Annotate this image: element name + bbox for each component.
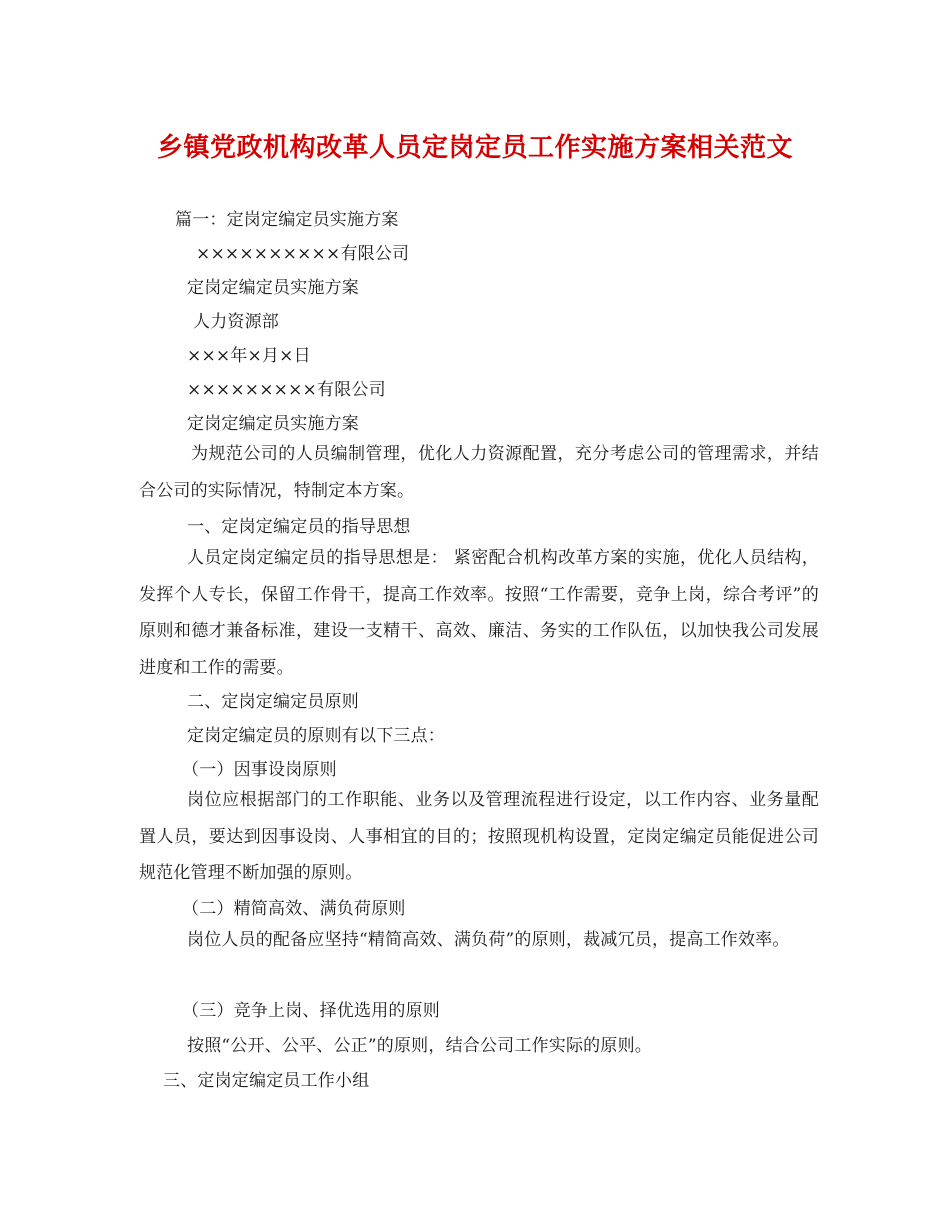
company-name-line-2: ×××××××××有限公司 bbox=[187, 380, 386, 400]
heading-working-group: 三、定岗定编定员工作小组 bbox=[163, 1071, 370, 1091]
document-title: 乡镇党政机构改革人员定岗定员工作实施方案相关范文 bbox=[156, 133, 793, 163]
guiding-thought-paragraph: 人员定岗定编定员的指导思想是： 紧密配合机构改革方案的实施，优化人员结构，发挥个人专长，保留工作骨干，提高工作效率。按照“工作需要，竞争上岗，综合考评”的原则和德才兼备标准，建设一支精干、高效、廉洁、务实的工作队伍，以加快我公司发展进度和工作的需要。 bbox=[139, 548, 819, 678]
date-line: ×××年×月×日 bbox=[187, 346, 311, 366]
heading-guiding-thought: 一、定岗定编定员的指导思想 bbox=[187, 517, 411, 537]
principles-intro-line: 定岗定编定员的原则有以下三点： bbox=[187, 726, 445, 746]
principle-3-line: 按照“公开、公平、公正”的原则，结合公司工作实际的原则。 bbox=[187, 1036, 652, 1056]
intro-paragraph: 为规范公司的人员编制管理，优化人力资源配置，充分考虑公司的管理需求，并结合公司的实际情况，特制定本方案。 bbox=[139, 444, 819, 501]
heading-principles: 二、定岗定编定员原则 bbox=[187, 692, 359, 712]
heading-principle-1: （一）因事设岗原则 bbox=[182, 760, 337, 780]
plan-name-line-2: 定岗定编定员实施方案 bbox=[187, 414, 359, 434]
heading-principle-2: （二）精简高效、满负荷原则 bbox=[182, 899, 406, 919]
section-heading-part1: 篇一：定岗定编定员实施方案 bbox=[175, 210, 399, 230]
principle-1-paragraph: 岗位应根据部门的工作职能、业务以及管理流程进行设定，以工作内容、业务量配置人员，要达到因事设岗、人事相宜的目的；按照现机构设置，定岗定编定员能促进公司规范化管理不断加强的原则。 bbox=[139, 790, 819, 883]
principle-2-paragraph: 岗位人员的配备应坚持“精简高效、满负荷”的原则，裁减冗员，提高工作效率。 bbox=[187, 930, 790, 950]
company-name-line: ××××××××××有限公司 bbox=[196, 244, 410, 264]
department-line: 人力资源部 bbox=[193, 312, 279, 332]
plan-name-line: 定岗定编定员实施方案 bbox=[187, 278, 359, 298]
heading-principle-3: （三）竞争上岗、择优选用的原则 bbox=[182, 1001, 440, 1021]
